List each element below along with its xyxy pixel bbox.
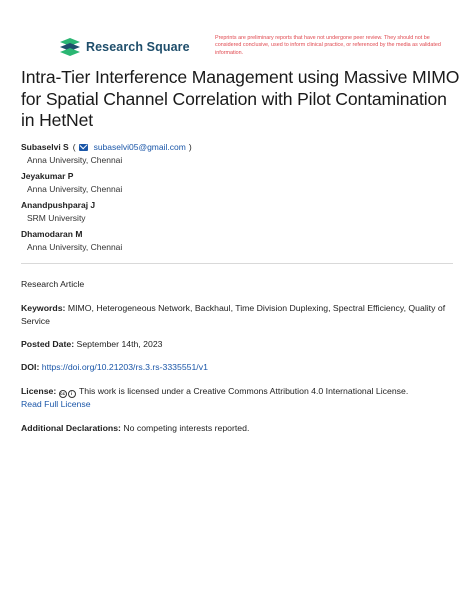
author-affiliation: SRM University bbox=[27, 213, 86, 223]
author-affiliation: Anna University, Chennai bbox=[27, 155, 123, 165]
license-block bbox=[21, 385, 453, 411]
author-name: Subaselvi S bbox=[21, 142, 69, 152]
doi-link[interactable]: https://doi.org/10.21203/rs.3.rs-3335551/v1 bbox=[41, 362, 208, 372]
author-entry bbox=[21, 170, 451, 196]
author-affiliation: Anna University, Chennai bbox=[27, 242, 123, 252]
cc-icon: cc bbox=[60, 391, 66, 396]
paren-open: ( bbox=[72, 142, 76, 152]
author-affiliation: Anna University, Chennai bbox=[27, 184, 123, 194]
license-text: This work is licensed under a Creative Commons Attribution 4.0 International License. bbox=[78, 386, 409, 396]
envelope-icon bbox=[79, 144, 88, 151]
posted-date-value: September 14th, 2023 bbox=[76, 339, 163, 349]
author-name: Anandpushparaj J bbox=[21, 200, 96, 210]
article-type: Research Article bbox=[21, 279, 85, 289]
preprint-disclaimer: Preprints are preliminary reports that have not undergone peer review. They should not be considered conclusive, used to inform clinical practice, or referenced by the media as validated information. bbox=[215, 35, 441, 56]
paren-close: ) bbox=[188, 142, 192, 152]
attribution-icon: i bbox=[68, 390, 76, 398]
license-label: License: bbox=[21, 386, 57, 396]
author-list bbox=[21, 141, 451, 257]
author-name: Dhamodaran M bbox=[21, 229, 83, 239]
research-square-logo-icon bbox=[58, 38, 80, 56]
doi-block bbox=[21, 361, 453, 374]
keywords-text: MIMO, Heterogeneous Network, Backhaul, Time Division Duplexing, Spectral Efficiency, Quality of Service bbox=[21, 303, 446, 326]
research-square-logo[interactable] bbox=[58, 38, 190, 56]
doi-label: DOI: bbox=[21, 362, 40, 372]
logo-text: Research Square bbox=[86, 40, 190, 54]
author-entry bbox=[21, 228, 451, 254]
author-email-link[interactable]: subaselvi05@gmail.com bbox=[93, 142, 186, 152]
keywords-block bbox=[21, 302, 453, 327]
author-entry bbox=[21, 199, 451, 225]
posted-date-label: Posted Date: bbox=[21, 339, 75, 349]
declarations-block bbox=[21, 422, 453, 435]
author-name: Jeyakumar P bbox=[21, 171, 74, 181]
declarations-text: No competing interests reported. bbox=[123, 423, 250, 433]
posted-date-block bbox=[21, 338, 453, 351]
keywords-label: Keywords: bbox=[21, 303, 66, 313]
author-entry bbox=[21, 141, 451, 167]
declarations-label: Additional Declarations: bbox=[21, 423, 121, 433]
read-full-license-link[interactable]: Read Full License bbox=[21, 399, 91, 409]
section-divider bbox=[21, 263, 453, 264]
paper-title: Intra-Tier Interference Management using Massive MIMO for Spatial Channel Correlation with Pilot Contamination in HetNet bbox=[21, 67, 460, 130]
